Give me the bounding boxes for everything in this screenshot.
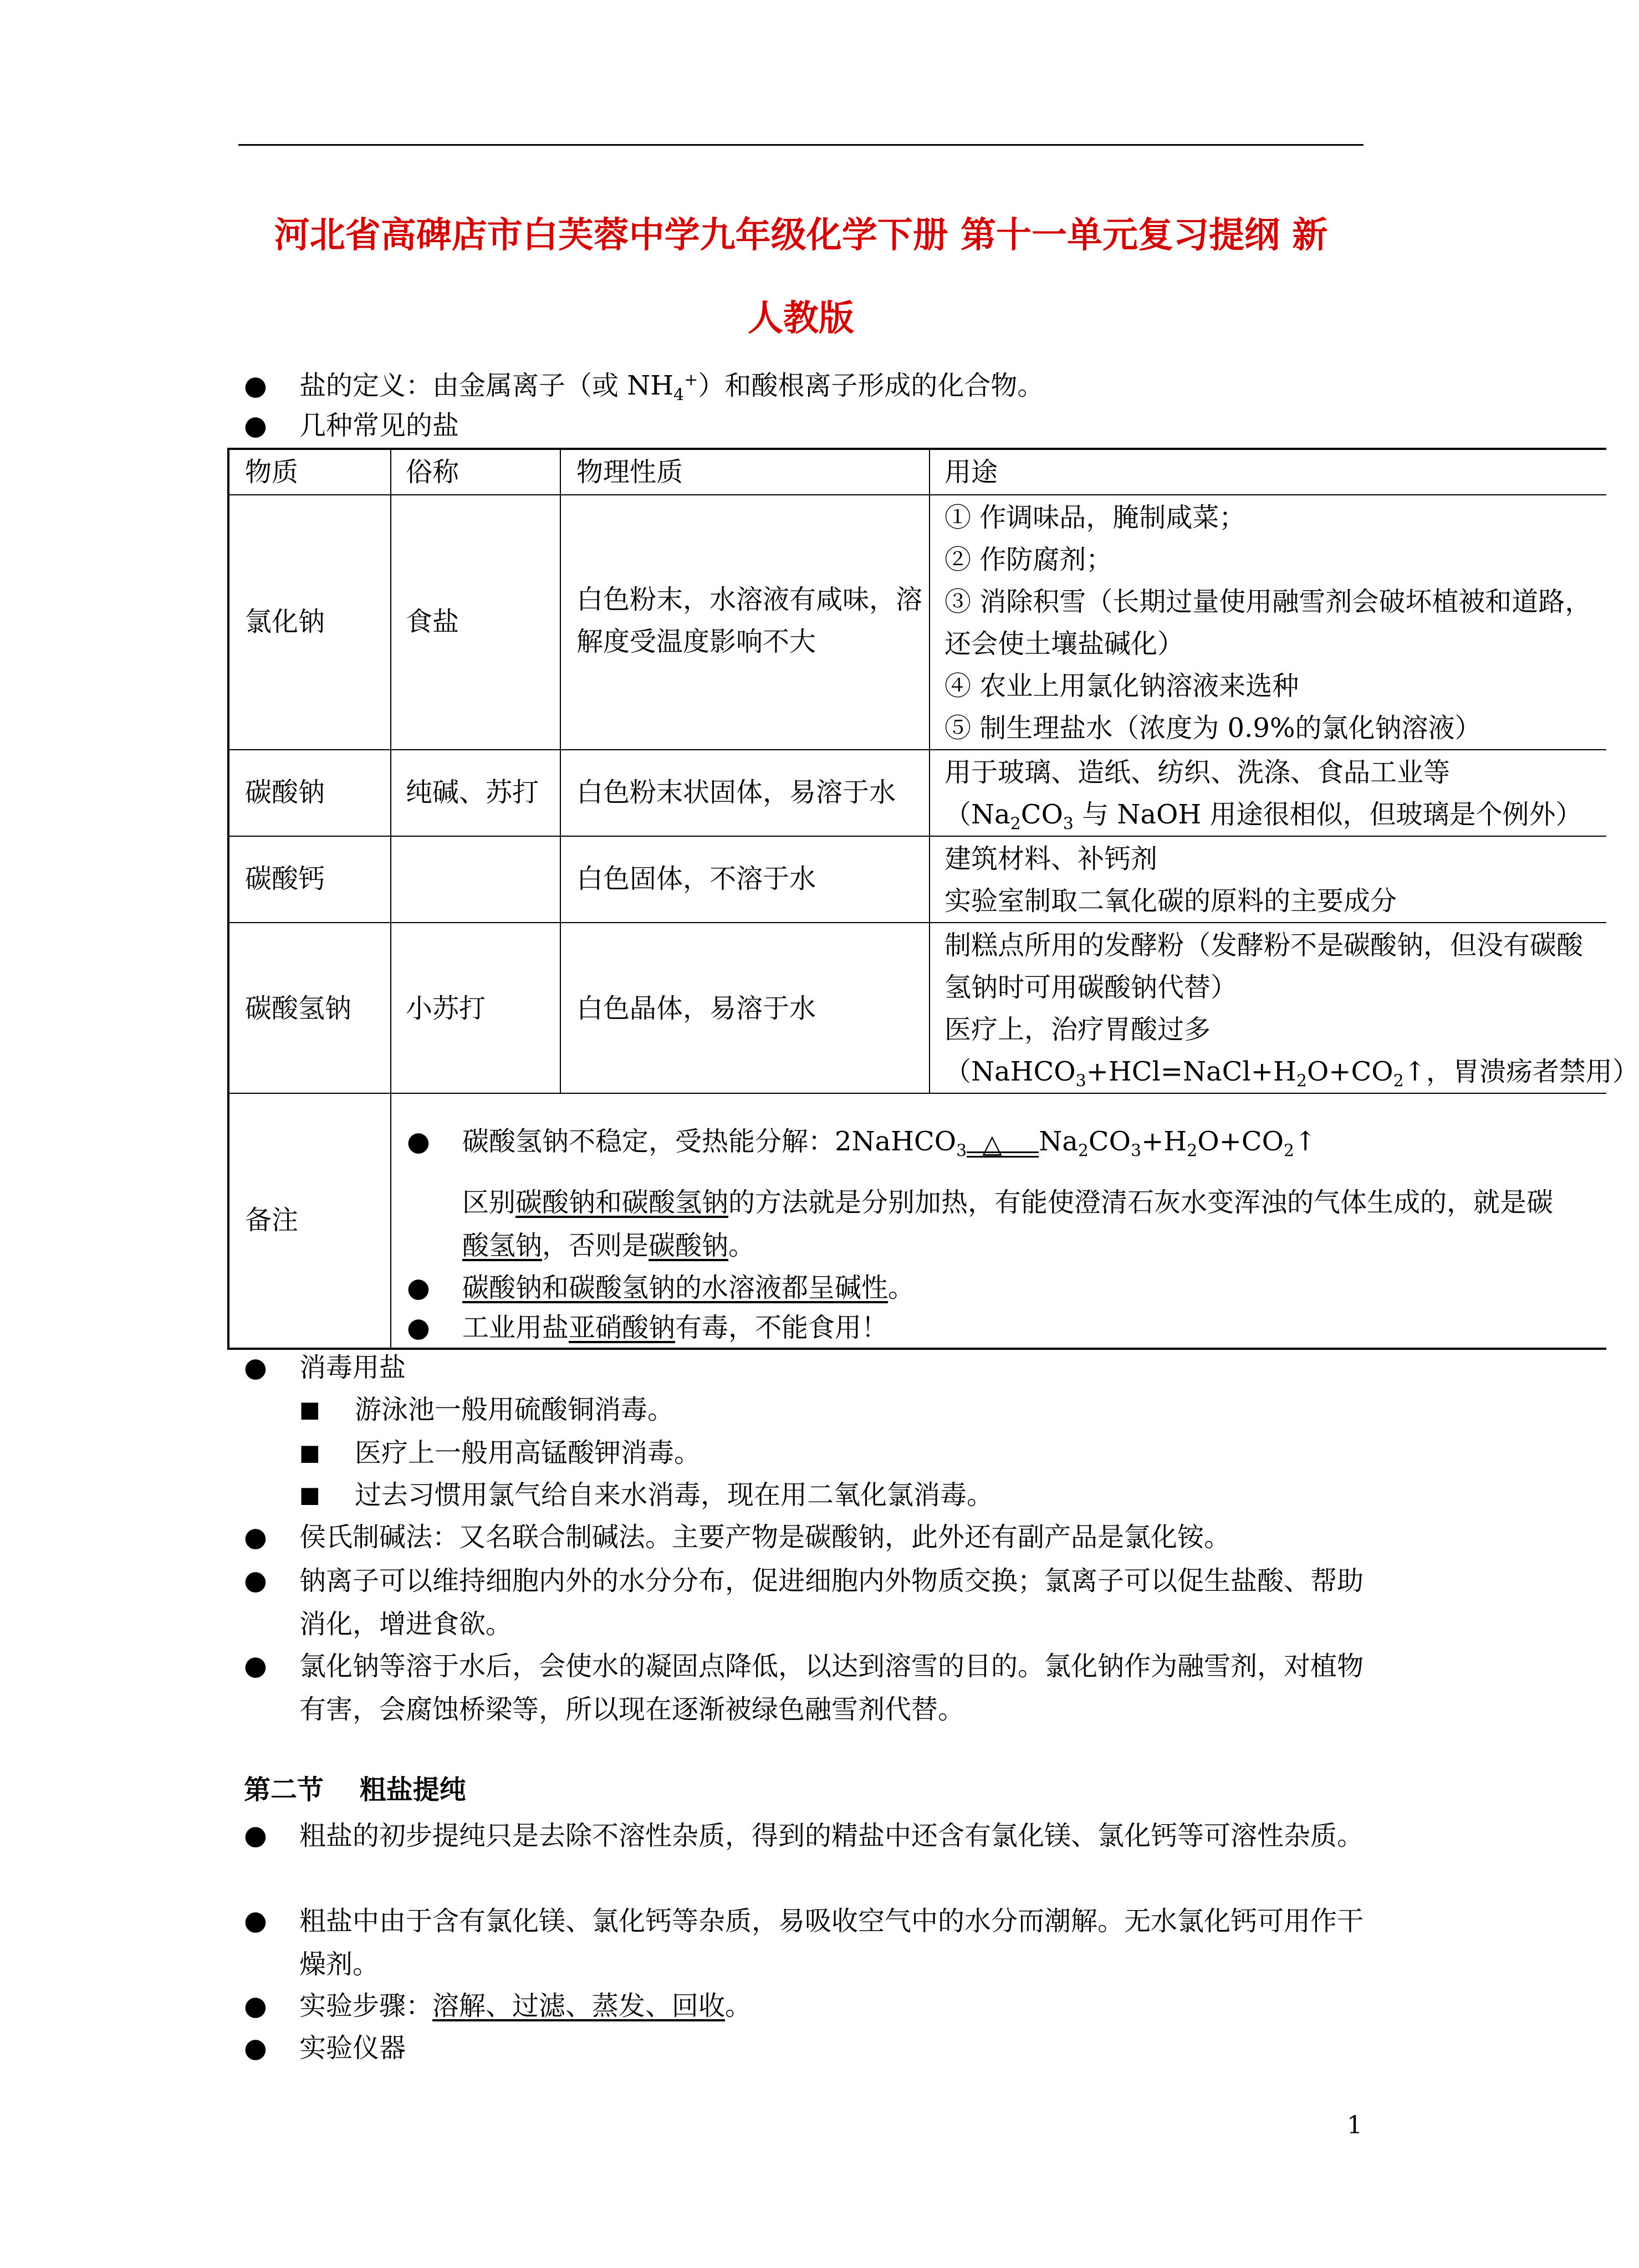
bullet-icon: ● bbox=[244, 1352, 267, 1383]
bullet-icon: ● bbox=[407, 1312, 430, 1343]
row-nahco3-use: 制糕点所用的发酵粉（发酵粉不是碳酸钠，但没有碳酸 bbox=[944, 930, 1584, 961]
bullet-icon: ● bbox=[244, 410, 267, 441]
square-bullet-icon: ■ bbox=[299, 1482, 320, 1508]
row-nacl-use: ② 作防腐剂； bbox=[944, 544, 1113, 575]
bullet-icon: ● bbox=[244, 1990, 267, 2021]
row-nahco3-use: 医疗上，治疗胃酸过多 bbox=[944, 1014, 1211, 1045]
row-nacl-name: 氯化钠 bbox=[245, 606, 325, 637]
row-nacl-use: ③ 消除积雪（长期过量使用融雪剂会破坏植被和道路， bbox=[944, 586, 1592, 617]
row-nacl-use: ① 作调味品，腌制咸菜； bbox=[944, 502, 1246, 533]
row-na2co3-name: 碳酸钠 bbox=[245, 777, 325, 808]
bullet-icon: ● bbox=[244, 1820, 267, 1851]
doc-title-line2: 人教版 bbox=[748, 298, 854, 339]
header-substance: 物质 bbox=[245, 457, 299, 488]
row-nahco3-name: 碳酸氢钠 bbox=[245, 993, 352, 1024]
square-bullet-icon: ■ bbox=[299, 1397, 320, 1422]
row-caco3-use: 建筑材料、补钙剂 bbox=[944, 843, 1158, 874]
note-distinguish-cont: 酸氢钠，否则是碳酸钠。 bbox=[462, 1230, 755, 1261]
row-caco3-name: 碳酸钙 bbox=[245, 863, 325, 894]
row-nacl-physical: 白色粉末，水溶液有咸味，溶解度受温度影响不大 bbox=[576, 584, 923, 657]
salts-table bbox=[227, 448, 1639, 1350]
bullet-icon: ● bbox=[244, 1565, 267, 1596]
header-physical: 物理性质 bbox=[576, 457, 683, 488]
bullet-icon: ● bbox=[407, 1272, 430, 1303]
row-na2co3-use: （$Na_2CO_3$ 与 NaOH 用途很相似，但玻璃是个例外） bbox=[944, 799, 1582, 834]
heat-condition-icon: △ bbox=[967, 1127, 1039, 1160]
row-nahco3-use: （$NaHCO_3+HCl=NaCl+H_2O+CO_2↑$，胃溃疡者禁用） bbox=[944, 1056, 1639, 1091]
row-nacl-common: 食盐 bbox=[406, 606, 459, 637]
bullet-icon: ● bbox=[244, 1650, 267, 1681]
doc-title-line1: 河北省高碑店市白芙蓉中学九年级化学下册 第十一单元复习提纲 新 bbox=[274, 214, 1328, 256]
row-nahco3-common: 小苏打 bbox=[406, 993, 486, 1024]
row-caco3-use: 实验室制取二氧化碳的原料的主要成分 bbox=[944, 885, 1397, 917]
header-rule bbox=[238, 144, 1364, 146]
row-nahco3-use: 氢钠时可用碳酸钠代替） bbox=[944, 972, 1238, 1003]
bullet-icon: ● bbox=[244, 1905, 267, 1936]
note-distinguish: 区别碳酸钠和碳酸氢钠的方法就是分别加热，有能使澄清石灰水变浑浊的气体生成的，就是碳 bbox=[462, 1187, 1554, 1218]
section-heading: 第二节 粗盐提纯 bbox=[244, 1774, 466, 1805]
row-nacl-use: ④ 农业上用氯化钠溶液来选种 bbox=[944, 670, 1299, 702]
header-common-name: 俗称 bbox=[406, 457, 459, 488]
row-nahco3-physical: 白色晶体，易溶于水 bbox=[576, 993, 816, 1024]
square-bullet-icon: ■ bbox=[299, 1440, 320, 1466]
row-nacl-use: ⑤ 制生理盐水（浓度为 0.9%的氯化钠溶液） bbox=[944, 713, 1482, 744]
note-alkaline: 碳酸钠和碳酸氢钠的水溶液都呈碱性。 bbox=[462, 1272, 915, 1303]
notes-label: 备注 bbox=[245, 1205, 299, 1236]
note-nitrite: 工业用盐亚硝酸钠有毒，不能食用！ bbox=[462, 1312, 889, 1343]
header-uses: 用途 bbox=[944, 457, 998, 488]
bullet-icon: ● bbox=[244, 2033, 267, 2064]
bullet-icon: ● bbox=[407, 1126, 430, 1157]
row-caco3-physical: 白色固体，不溶于水 bbox=[576, 863, 816, 894]
row-na2co3-use: 用于玻璃、造纸、纺织、洗涤、食品工业等 bbox=[944, 757, 1451, 788]
row-na2co3-common: 纯碱、苏打 bbox=[406, 777, 539, 808]
note-decomposition: 碳酸氢钠不稳定，受热能分解：2NaHCO$_3$ △ $Na_2CO_3+H_2O+CO_2↑$ bbox=[462, 1126, 1317, 1161]
page-number: 1 bbox=[1347, 2111, 1362, 2139]
bullet-icon: ● bbox=[244, 370, 267, 401]
bullet-icon: ● bbox=[244, 1522, 267, 1553]
row-nacl-use: 还会使土壤盐碱化） bbox=[944, 628, 1184, 659]
row-na2co3-physical: 白色粉末状固体，易溶于水 bbox=[576, 777, 896, 808]
